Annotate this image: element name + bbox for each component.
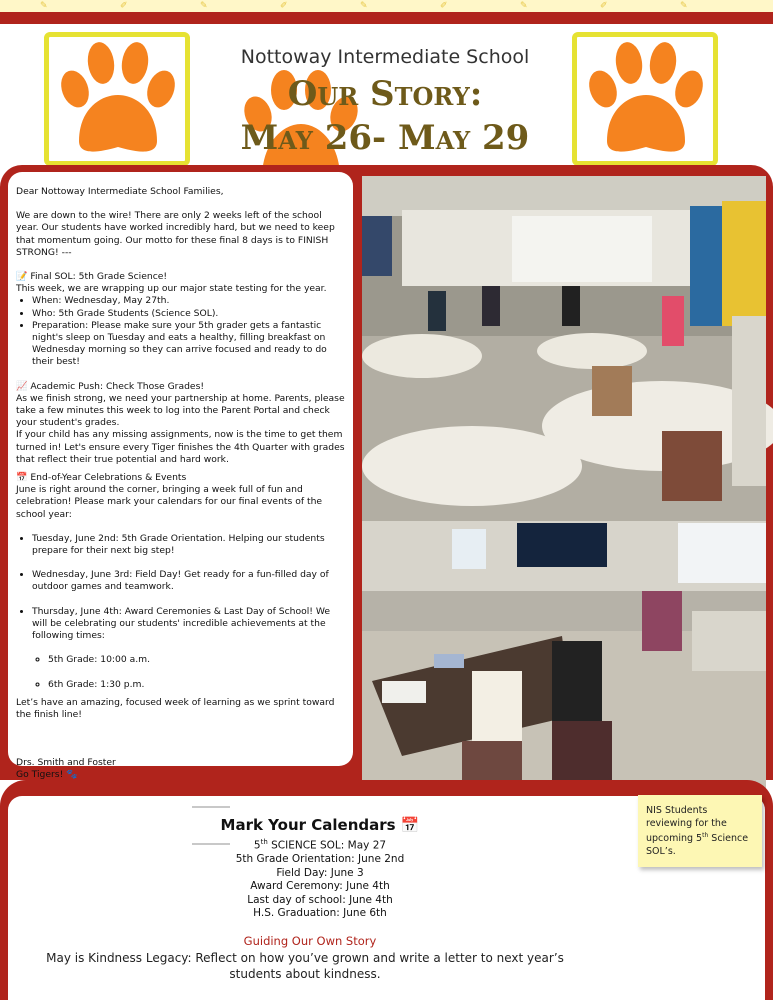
signoff-text: Go Tigers! [16, 769, 64, 781]
calendar-icon: 📅 [16, 472, 28, 484]
note-sup: th [702, 832, 709, 839]
grades-heading [16, 381, 345, 393]
list-item: • When: Wednesday, May 27th. [32, 295, 345, 307]
doodle-strip: ✎ ✐ ✎ ✐ ✎ ✐ ✎ ✐ ✎ [0, 0, 773, 12]
sol-list [16, 295, 345, 368]
sol-heading-text: Final SOL: 5th Grade Science! [30, 271, 168, 283]
events-heading [16, 472, 345, 484]
classroom-photo-1-image [362, 176, 766, 521]
paw-print-icon [49, 37, 185, 161]
grades-heading-text: Academic Push: Check Those Grades! [30, 380, 205, 392]
list-item: • Tuesday, June 2nd: 5th Grade Orientation. Helping our students prepare for their next big step! [32, 533, 345, 557]
calendar-line: Field Day: June 3 [276, 866, 364, 879]
letter-signature: Drs. Smith and Foster [16, 757, 116, 769]
grades-text1: As we finish strong, we need your partnership at home. Parents, please take a few minutes this week to log into the Parent Portal and check your student's grades. [16, 392, 345, 429]
photo-caption-note [638, 795, 762, 867]
page-title-line1: Our Story: [287, 74, 483, 114]
calendar-line-sol: 5th SCIENCE SOL: May 27 [253, 838, 387, 852]
letter-closing: Let’s have an amazing, focused week of learning as we sprint toward the finish line! [16, 696, 335, 720]
note-text-end: Science SOL’s. [646, 833, 749, 857]
page-title-line2: May 26- May 29 [240, 118, 530, 158]
calendar-line: 5th Grade Orientation: June 2nd [235, 853, 405, 866]
events-heading-text: End-of-Year Celebrations & Events [30, 472, 187, 484]
list-item: • Preparation: Please make sure your 5th grader gets a fantastic night's sleep on Tuesday and eats a healthy, filling breakfast on Wednesday morning so they can arrive focused and ready to do their best! [32, 320, 345, 369]
sol-heading [16, 271, 345, 283]
calendar-line: H.S. Graduation: June 6th [253, 907, 387, 920]
letter-intro: We are down to the wire! There are only 2 weeks left of the school year. Our students have worked incredibly hard, but we need to keep that momentum going. Our motto for these final 8 days is to FINISH STRONG! --- [16, 210, 335, 258]
guiding-heading: Guiding Our Own Story [243, 934, 377, 948]
calendar-icon: 📅 [400, 816, 420, 834]
times-list [32, 654, 345, 690]
classroom-photo-1 [362, 176, 766, 521]
events-list [16, 533, 345, 691]
paw-icon: 🐾 [66, 769, 78, 781]
grades-text2: If your child has any missing assignments, now is the time to get them turned in! Let's ensure every Tiger finishes the 4th Quarter with grades that reflect their true potential and hard work. [16, 429, 345, 465]
calendar-title-text: Mark Your Calendars [220, 816, 396, 834]
list-item: ◦ 6th Grade: 1:30 p.m. [48, 679, 345, 691]
memo-icon: 📝 [16, 271, 28, 283]
letter-greeting: Dear Nottoway Intermediate School Families, [16, 186, 224, 197]
divider-mark-top [192, 806, 230, 808]
school-name: Nottoway Intermediate School [240, 46, 530, 68]
calendar-line: Award Ceremony: June 4th [250, 880, 390, 893]
sol-text: This week, we are wrapping up our major state testing for the year. [16, 283, 327, 295]
chart-icon: 📈 [16, 380, 28, 392]
list-item: ◦ 5th Grade: 10:00 a.m. [48, 654, 345, 666]
list-item [32, 606, 345, 691]
list-item-text: Thursday, June 4th: Award Ceremonies & Last Day of School! We will be celebrating our students' incredible achievements at the following times: [32, 605, 331, 642]
newsletter-letter [8, 172, 353, 781]
calendar-list [190, 836, 450, 921]
top-banner [0, 0, 773, 24]
paw-box-right [572, 32, 718, 166]
classroom-photo-2 [362, 521, 766, 792]
paw-print-icon [577, 37, 713, 161]
note-text: NIS Students reviewing for the upcoming 5 [646, 805, 727, 845]
events-text: June is right around the corner, bringing a week full of fun and celebration! Please mark your calendars for our final events of the school year: [16, 484, 323, 520]
paw-box-left [44, 32, 190, 166]
list-item: • Who: 5th Grade Students (Science SOL). [32, 308, 345, 320]
calendar-title [200, 816, 440, 834]
calendar-line: Last day of school: June 4th [247, 893, 393, 906]
list-item: • Wednesday, June 3rd: Field Day! Get ready for a fun-filled day of outdoor games and teamwork. [32, 569, 345, 593]
classroom-photo-2-image [362, 521, 766, 792]
kindness-text: May is Kindness Legacy: Reflect on how you’ve grown and write a letter to next year’s students about kindness. [46, 951, 564, 981]
